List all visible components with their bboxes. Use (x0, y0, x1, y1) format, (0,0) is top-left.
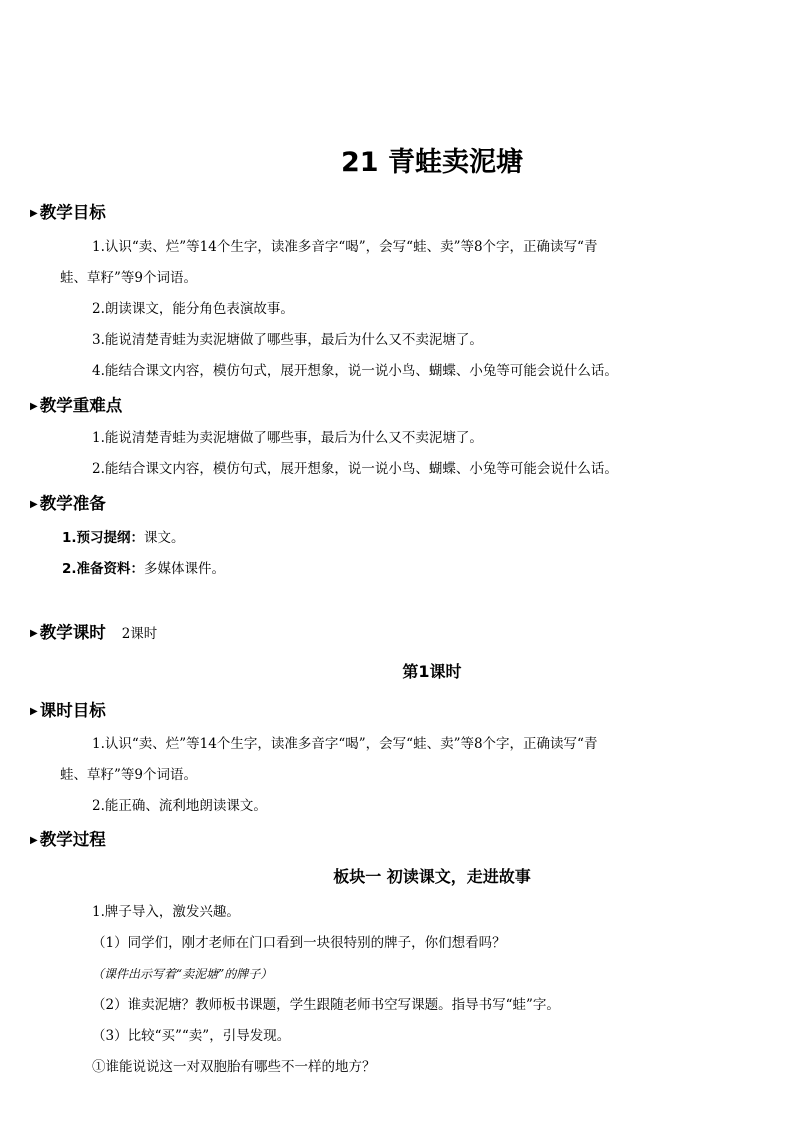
preparation-heading: ▶ 教学准备 (30, 493, 106, 516)
key-point-item: 1.能说清楚青蛙为卖泥塘做了哪些事，最后为什么又不卖泥塘了。 (92, 430, 483, 446)
objective-item-cont: 蛙、草籽”等9个词语。 (60, 270, 197, 286)
triangle-bullet-icon: ▶ (30, 499, 38, 510)
objective-item: 2.朗读课文，能分角色表演故事。 (92, 301, 294, 317)
triangle-bullet-icon: ▶ (30, 401, 38, 412)
objective-item: 1.认识“卖、烂”等14个生字，读准多音字“喝”，会写“蛙、卖”等8个字，正确读写“青 (92, 239, 598, 255)
hours-heading: ▶ 教学课时 2课时 (30, 622, 157, 645)
objectives-heading: ▶ 教学目标 (30, 202, 106, 225)
objectives-list (62, 232, 762, 387)
process-line: ①谁能说说这一对双胞胎有哪些不一样的地方？ (92, 1059, 376, 1075)
key-points-heading: ▶ 教学重难点 (30, 395, 122, 418)
lesson-objective-item: 1.认识“卖、烂”等14个生字，读准多音字“喝”，会写“蛙、卖”等8个字，正确读写“青 (92, 736, 598, 752)
triangle-bullet-icon: ▶ (30, 628, 38, 639)
triangle-bullet-icon: ▶ (30, 208, 38, 219)
lesson-objectives-heading: ▶ 课时目标 (30, 700, 106, 723)
key-point-item: 2.能结合课文内容，模仿句式，展开想象，说一说小鸟、蝴蝶、小兔等可能会说什么话。 (92, 461, 618, 477)
process-line: （3）比较“买”“卖”，引导发现。 (92, 1028, 291, 1044)
lesson-objective-item-cont: 蛙、草籽”等9个词语。 (60, 767, 197, 783)
preparation-item: 1.预习提纲：课文。 (62, 530, 185, 546)
block-title: 板块一 初读课文，走进故事 (333, 867, 531, 886)
objective-item: 4.能结合课文内容，模仿句式，展开想象，说一说小鸟、蝴蝶、小兔等可能会说什么话。 (92, 363, 618, 379)
triangle-bullet-icon: ▶ (30, 706, 38, 717)
preparation-item: 2.准备资料：多媒体课件。 (62, 561, 226, 577)
lesson-objective-item: 2.能正确、流利地朗读课文。 (92, 798, 267, 814)
page-title: 21 青蛙卖泥塘 (341, 147, 523, 178)
lesson1-title: 第1课时 (402, 662, 462, 681)
process-line: （2）谁卖泥塘？教师板书课题，学生跟随老师书空写课题。指导书写“蛙”字。 (92, 997, 560, 1013)
key-points-list (62, 423, 762, 485)
process-heading: ▶ 教学过程 (30, 829, 106, 852)
objective-item: 3.能说清楚青蛙为卖泥塘做了哪些事，最后为什么又不卖泥塘了。 (92, 332, 483, 348)
process-note: （课件出示写着“卖泥塘”的牌子） (92, 967, 273, 981)
process-line: （1）同学们，刚才老师在门口看到一块很特别的牌子，你们想看吗？ (92, 935, 506, 951)
triangle-bullet-icon: ▶ (30, 835, 38, 846)
lesson-objectives-list (62, 729, 762, 822)
hours-value: 2课时 (121, 626, 158, 642)
process-line: 1.牌子导入，激发兴趣。 (92, 904, 240, 920)
